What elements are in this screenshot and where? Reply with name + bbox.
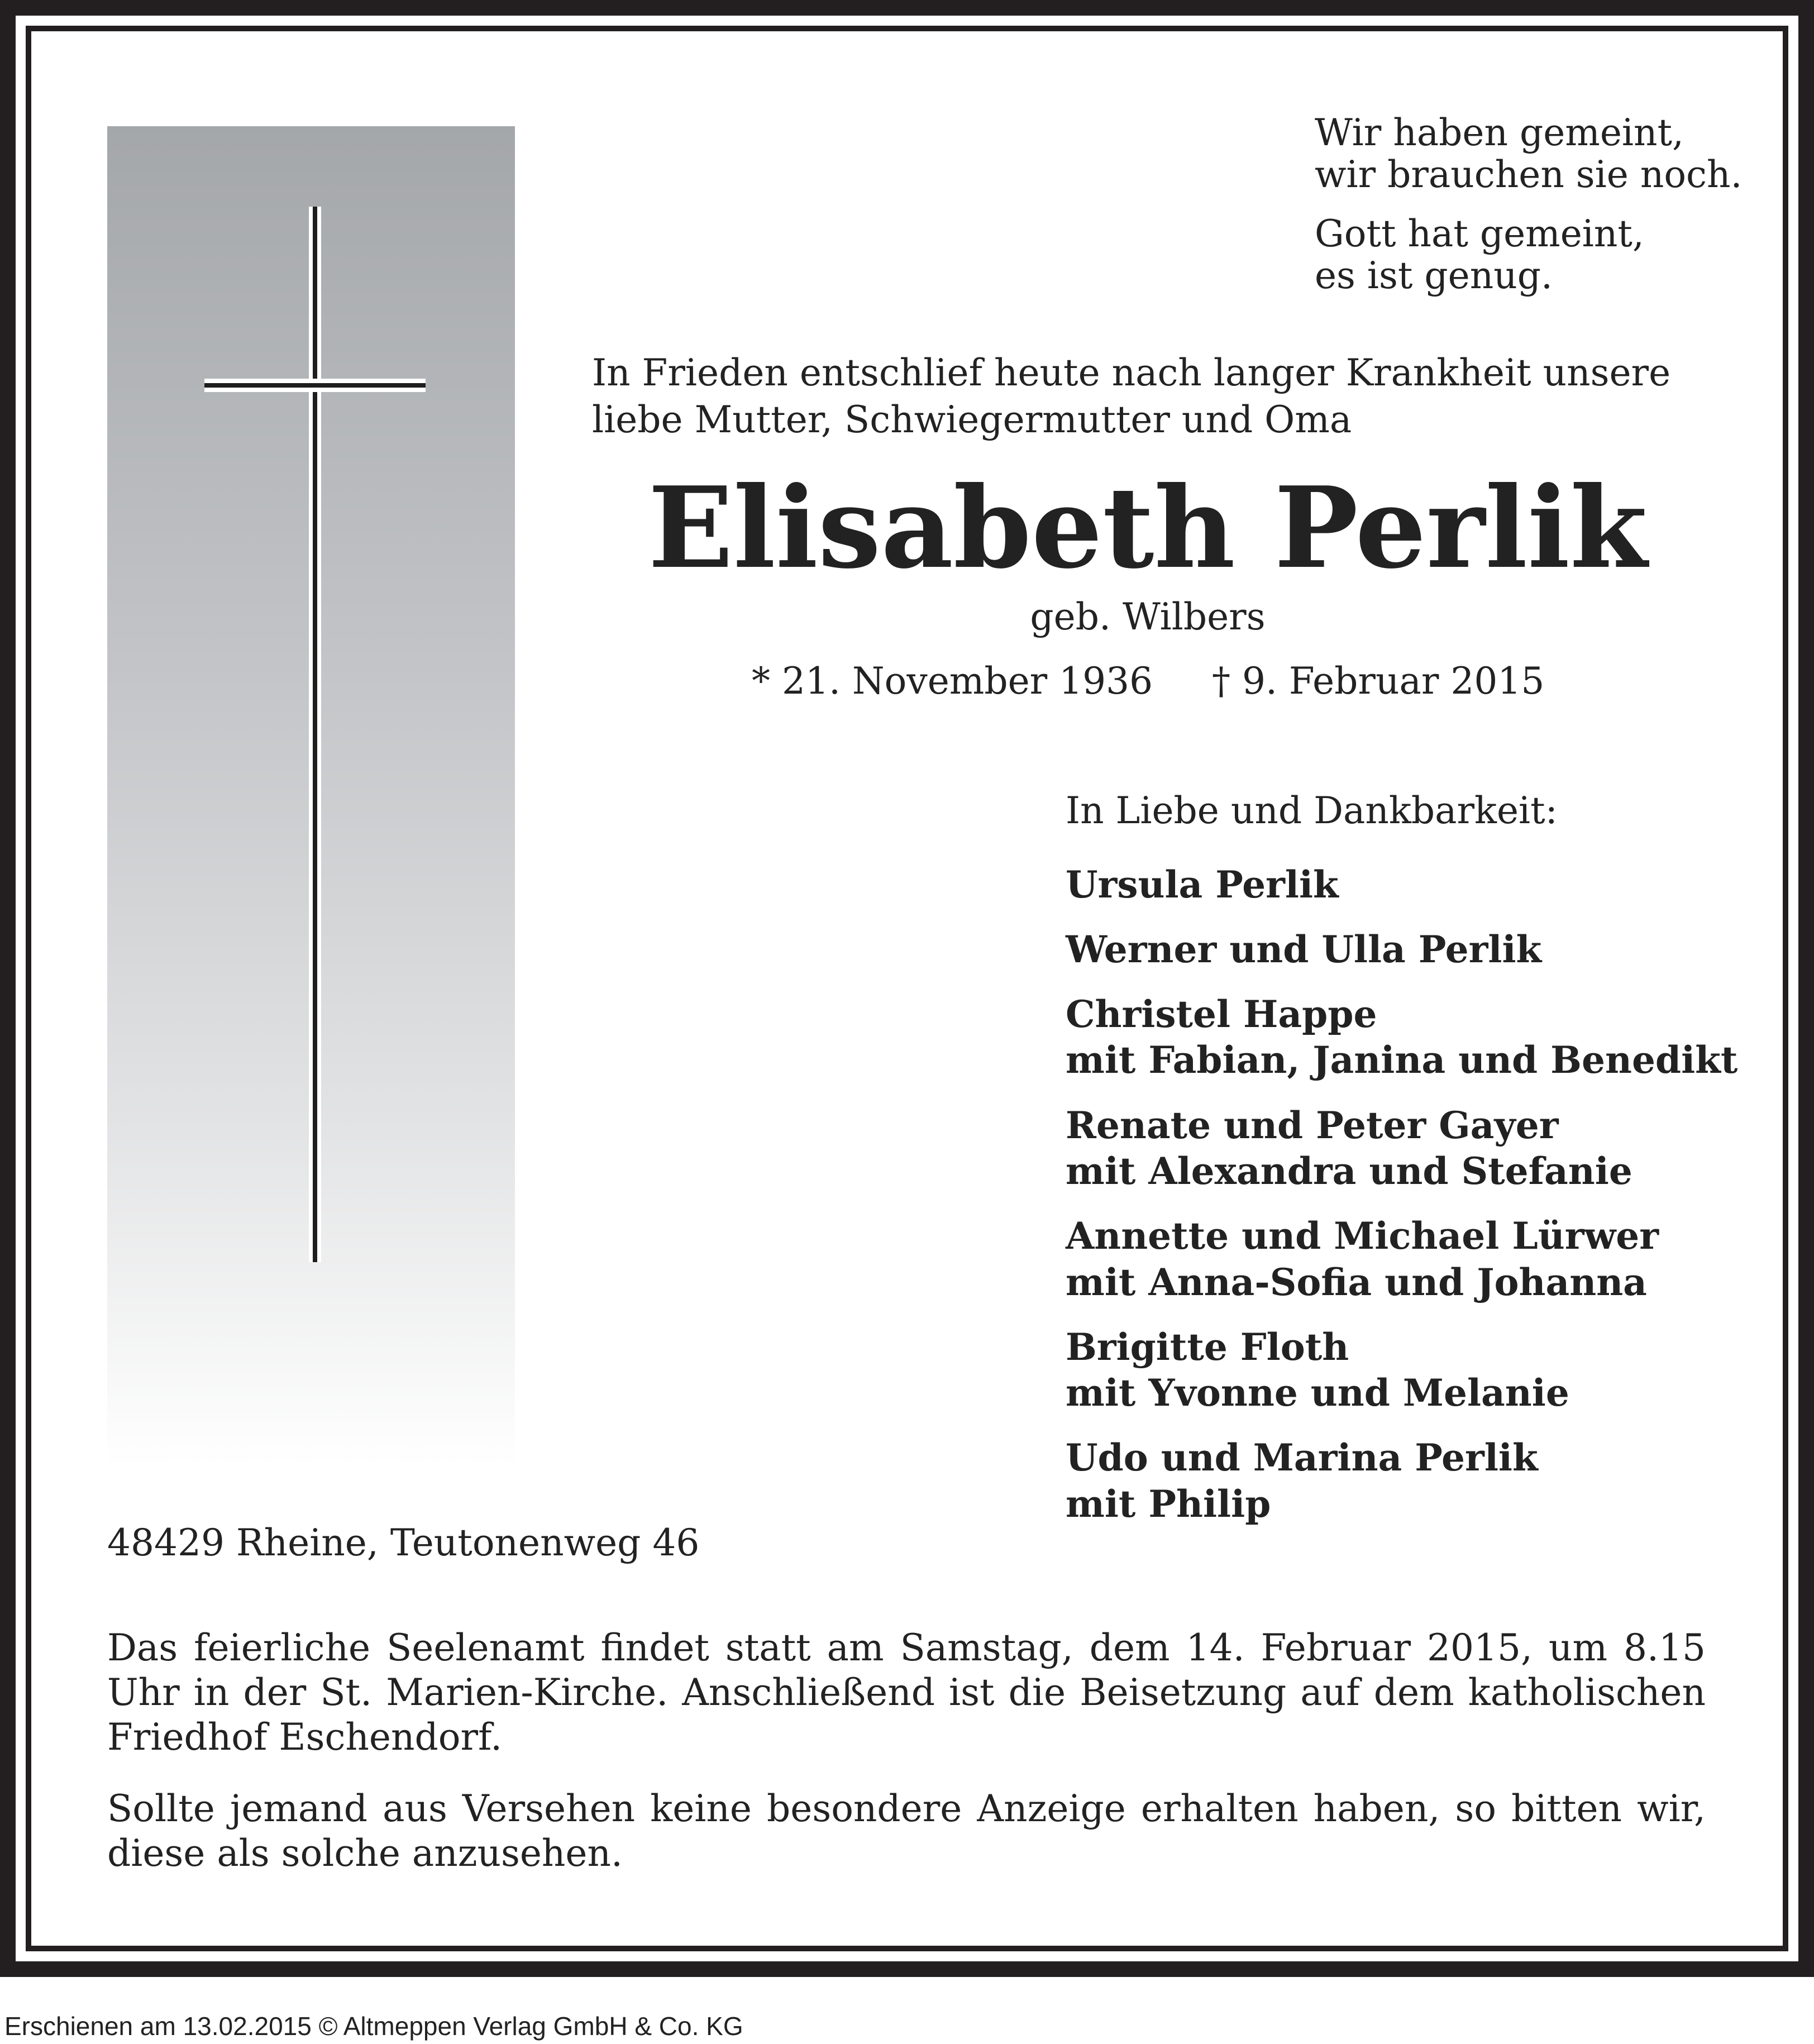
mourner-line: Annette und Michael Lürwer xyxy=(1066,1214,1659,1258)
address: 48429 Rheine, Teutonenweg 46 xyxy=(107,1521,700,1564)
death-date: † 9. Februar 2015 xyxy=(1212,660,1545,703)
service-paragraph: Das feierliche Seelenamt findet statt am Samstag, dem 14. Februar 2015, um 8.15 Uhr in der St. Marien-Kirche. Anschließend ist die Beisetzung auf dem katholischen Friedhof Eschendorf. xyxy=(107,1626,1706,1759)
deceased-name: Elisabeth Perlik xyxy=(648,462,1648,594)
mourner-line: Renate und Peter Gayer xyxy=(1066,1104,1559,1147)
intro-line: In Frieden entschlief heute nach langer Krankheit unsere xyxy=(592,351,1671,394)
publication-footer: Erschienen am 13.02.2015 © Altmeppen Verlag GmbH & Co. KG xyxy=(4,2012,743,2041)
birth-date: * 21. November 1936 xyxy=(752,660,1153,703)
mourner-line: mit Philip xyxy=(1066,1482,1271,1526)
mourners-heading: In Liebe und Dankbarkeit: xyxy=(1066,789,1558,832)
cross-icon-vertical xyxy=(309,207,321,1262)
mourner-line: mit Fabian, Janina und Benedikt xyxy=(1066,1038,1738,1082)
mourner-line: Ursula Perlik xyxy=(1066,863,1339,906)
quote-line: Gott hat gemeint, xyxy=(1315,212,1644,255)
notice-paragraph: Sollte jemand aus Versehen keine besondere Anzeige erhalten haben, so bitten wir, diese als solche anzusehen. xyxy=(107,1787,1706,1875)
intro-line: liebe Mutter, Schwiegermutter und Oma xyxy=(592,398,1352,441)
mourner-line: Werner und Ulla Perlik xyxy=(1066,928,1542,971)
mourner-line: Udo und Marina Perlik xyxy=(1066,1436,1538,1479)
quote-line: es ist genug. xyxy=(1315,254,1553,297)
mourner-line: Brigitte Floth xyxy=(1066,1325,1349,1369)
mourner-line: mit Anna-Sofia und Johanna xyxy=(1066,1260,1647,1304)
maiden-name: geb. Wilbers xyxy=(1030,595,1266,638)
mourner-line: Christel Happe xyxy=(1066,992,1377,1036)
cross-icon-horizontal xyxy=(204,379,426,392)
quote-line: Wir haben gemeint, xyxy=(1315,111,1684,154)
quote-line: wir brauchen sie noch. xyxy=(1315,153,1743,196)
mourner-line: mit Alexandra und Stefanie xyxy=(1066,1149,1632,1193)
mourner-line: mit Yvonne und Melanie xyxy=(1066,1371,1569,1415)
